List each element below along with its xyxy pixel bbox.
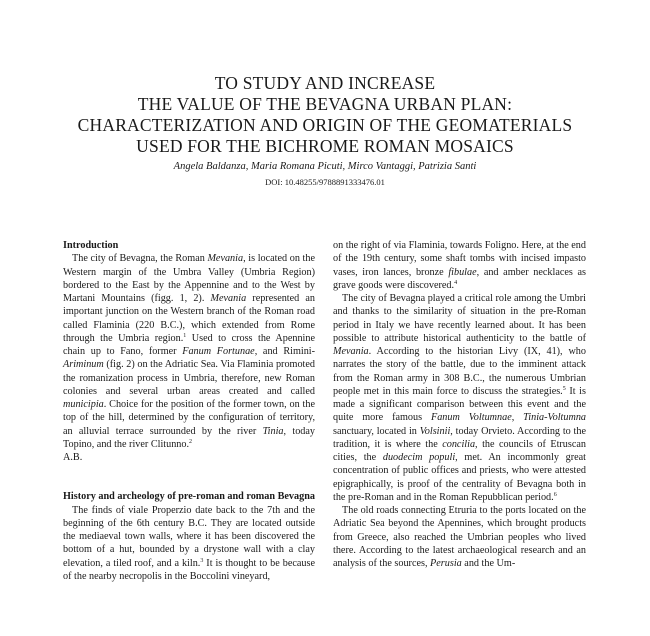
introduction-paragraph: The city of Bevagna, the Roman Mevania, is located on the Western margin of the Umbra Valley (Umbria Region) bordered to the East by the Appennine and to the West by Martani Mountains (figg. 1, 2). Mevania represented an important junction on the Western branch of the Roman road called Flaminia (220 B.C.), which extended from Rome through the Umbria region.$^1$ Used to cross the Apennine chain up to Fano, former Fanum Fortunae, and Rimini-Ariminum (fig. 2) on the Adriatic Sea. Via Flaminia promoted the romanization process in Umbria, therefore, new Roman colonies and several urban areas created and called municipia. Choice for the position of the former town, on the top of the hill, determined by the configuration of territory, an alluvial terrace surrounded by the river Tinia, today Topino, and the river Clitunno.$^2$ bbox=[63, 253, 316, 450]
footnote-ref: 3 bbox=[200, 557, 204, 564]
footnote-ref: 1 bbox=[183, 332, 187, 339]
paper-title-line-1: TO STUDY AND INCREASE bbox=[214, 73, 436, 93]
footnote-ref: 6 bbox=[553, 491, 557, 498]
footnote-ref: 5 bbox=[562, 385, 566, 392]
paper-title-line-2: THE VALUE OF THE BEVAGNA URBAN PLAN: bbox=[137, 94, 513, 114]
section-heading-introduction: Introduction bbox=[63, 240, 119, 251]
footnote-ref: 4 bbox=[454, 279, 458, 286]
battle-paragraph: The city of Bevagna played a critical role among the Umbri and thanks to the similarity of situation in the pre-Roman period in Italy we have recently learned about. It has been possible to attribute historical authenticity to the battle of Mevania. According to the historian Livy (IX, 41), who narrates the story of the battle, due to the imminent attack from the Roman army in 308 B.C., the numerous Umbrian people met in this main force to discuss the strategies.$^5$ It is made a significant comparison between this event and the quite more famous Fanum Voltumnae, Tinia-Voltumna sanctuary, located in Volsinii, today Orvieto. According to the tradition, it is where the concilia, the councils of Etruscan cities, the duodecim populi, met. An incommonly great concentration of public offices and priests, who were attested epigraphically, is proof of the centrality of Bevagna both in the pre-Roman and in the Roman Repubblican period.$^6$ bbox=[333, 293, 587, 503]
history-paragraph: The finds of viale Properzio date back to the 7th and the beginning of the 6th century B.C. They are located outside the mediaeval town walls, where it has been discovered the bottom of a hut, bounded by a drystone wall with a clay elevation, a tiled roof, and a kiln.$^3$ It is thought to be because of the nearby necropolis in the Boccolini vineyard, bbox=[63, 504, 315, 582]
author-list: Angela Baldanza, Maria Romana Picuti, Mirco Vantaggi, Patrizia Santi bbox=[173, 161, 477, 172]
section-spacer bbox=[63, 464, 315, 490]
continued-paragraph: on the right of via Flaminia, towards Foligno. Here, at the end of the 19th century, some shaft tombs with incised impasto vases, iron lances, bronze fibulae, and amber necklaces as grave goods were discovered.$^4$ bbox=[333, 240, 586, 291]
section-heading-history: History and archeology of pre-roman and roman Bevagna bbox=[63, 491, 315, 503]
paper-title-line-4: USED FOR THE BICHROME ROMAN MOSAICS bbox=[136, 136, 514, 156]
left-column bbox=[63, 239, 315, 583]
footnote-ref: 2 bbox=[189, 438, 193, 445]
roads-paragraph: The old roads connecting Etruria to the ports located on the Adriatic Sea beyond the Apennines, which brought products from Greece, also reached the Umbrian peoples who lived there. According to the latest archaeological research and an analysis of the sources, Perusia and the Um- bbox=[333, 505, 586, 569]
right-column bbox=[333, 239, 586, 570]
doi-line: DOI: 10.48255/9788891333476.01 bbox=[265, 177, 385, 187]
paper-title-line-3: CHARACTERIZATION AND ORIGIN OF THE GEOMATERIALS bbox=[77, 115, 573, 135]
author-initials: A.B. bbox=[63, 452, 83, 463]
